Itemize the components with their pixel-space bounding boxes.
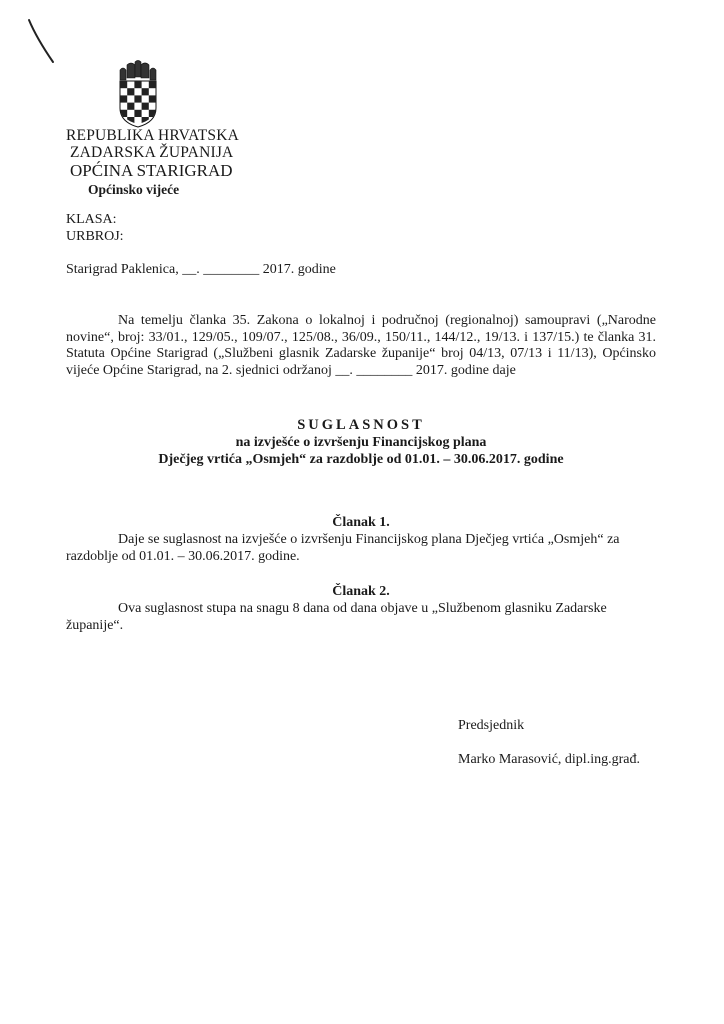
preamble-paragraph: Na temelju članka 35. Zakona o lokalnoj i područnoj (regionalnoj) samoupravi („Narodne novine“, broj: 33/01., 129/05., 109/07., 125/08., 36/09., 150/11., 144/12., 19/13. i 137/15.) te članka 31. Statuta Općine Starigrad („Službeni glasnik Zadarske županije“ broj 04/13, 07/13 i 11/13), Općinsko vijeće Općine Starigrad, na 2. sjednici održanoj __. ________ 2017. godine daje — [66, 313, 656, 379]
document-title-block — [66, 417, 656, 468]
signature-name: Marko Marasović, dipl.ing.građ. — [458, 752, 640, 767]
document-subtitle-line-2: Dječjeg vrtića „Osmjeh“ za razdoblje od 01.01. – 30.06.2017. godine — [158, 452, 564, 467]
article-1-heading: Članak 1. — [332, 515, 390, 530]
document-subtitle-line-1: na izvješće o izvršenju Financijskog plana — [235, 435, 487, 450]
place-date: Starigrad Paklenica, __. ________ 2017. godine — [66, 262, 336, 277]
urbroj-label: URBROJ: — [66, 229, 124, 244]
document-title: SUGLASNOST — [297, 417, 425, 433]
header-county: ZADARSKA ŽUPANIJA — [70, 144, 234, 161]
header-municipality: OPĆINA STARIGRAD — [70, 161, 233, 180]
croatian-coat-of-arms-icon — [118, 60, 158, 128]
header-council: Općinsko vijeće — [88, 182, 180, 197]
article-2-heading: Članak 2. — [332, 584, 390, 599]
article-1-text: Daje se suglasnost na izvješće o izvršenju Financijskog plana Dječjeg vrtića „Osmjeh“ za razdoblje od 01.01. – 30.06.2017. godine. — [66, 532, 620, 564]
pen-stroke-mark — [26, 18, 56, 64]
header-country: REPUBLIKA HRVATSKA — [66, 127, 240, 144]
article-2-text: Ova suglasnost stupa na snagu 8 dana od dana objave u „Službenom glasniku Zadarske županije“. — [66, 601, 607, 633]
signature-role: Predsjednik — [458, 718, 525, 733]
klasa-label: KLASA: — [66, 212, 117, 227]
